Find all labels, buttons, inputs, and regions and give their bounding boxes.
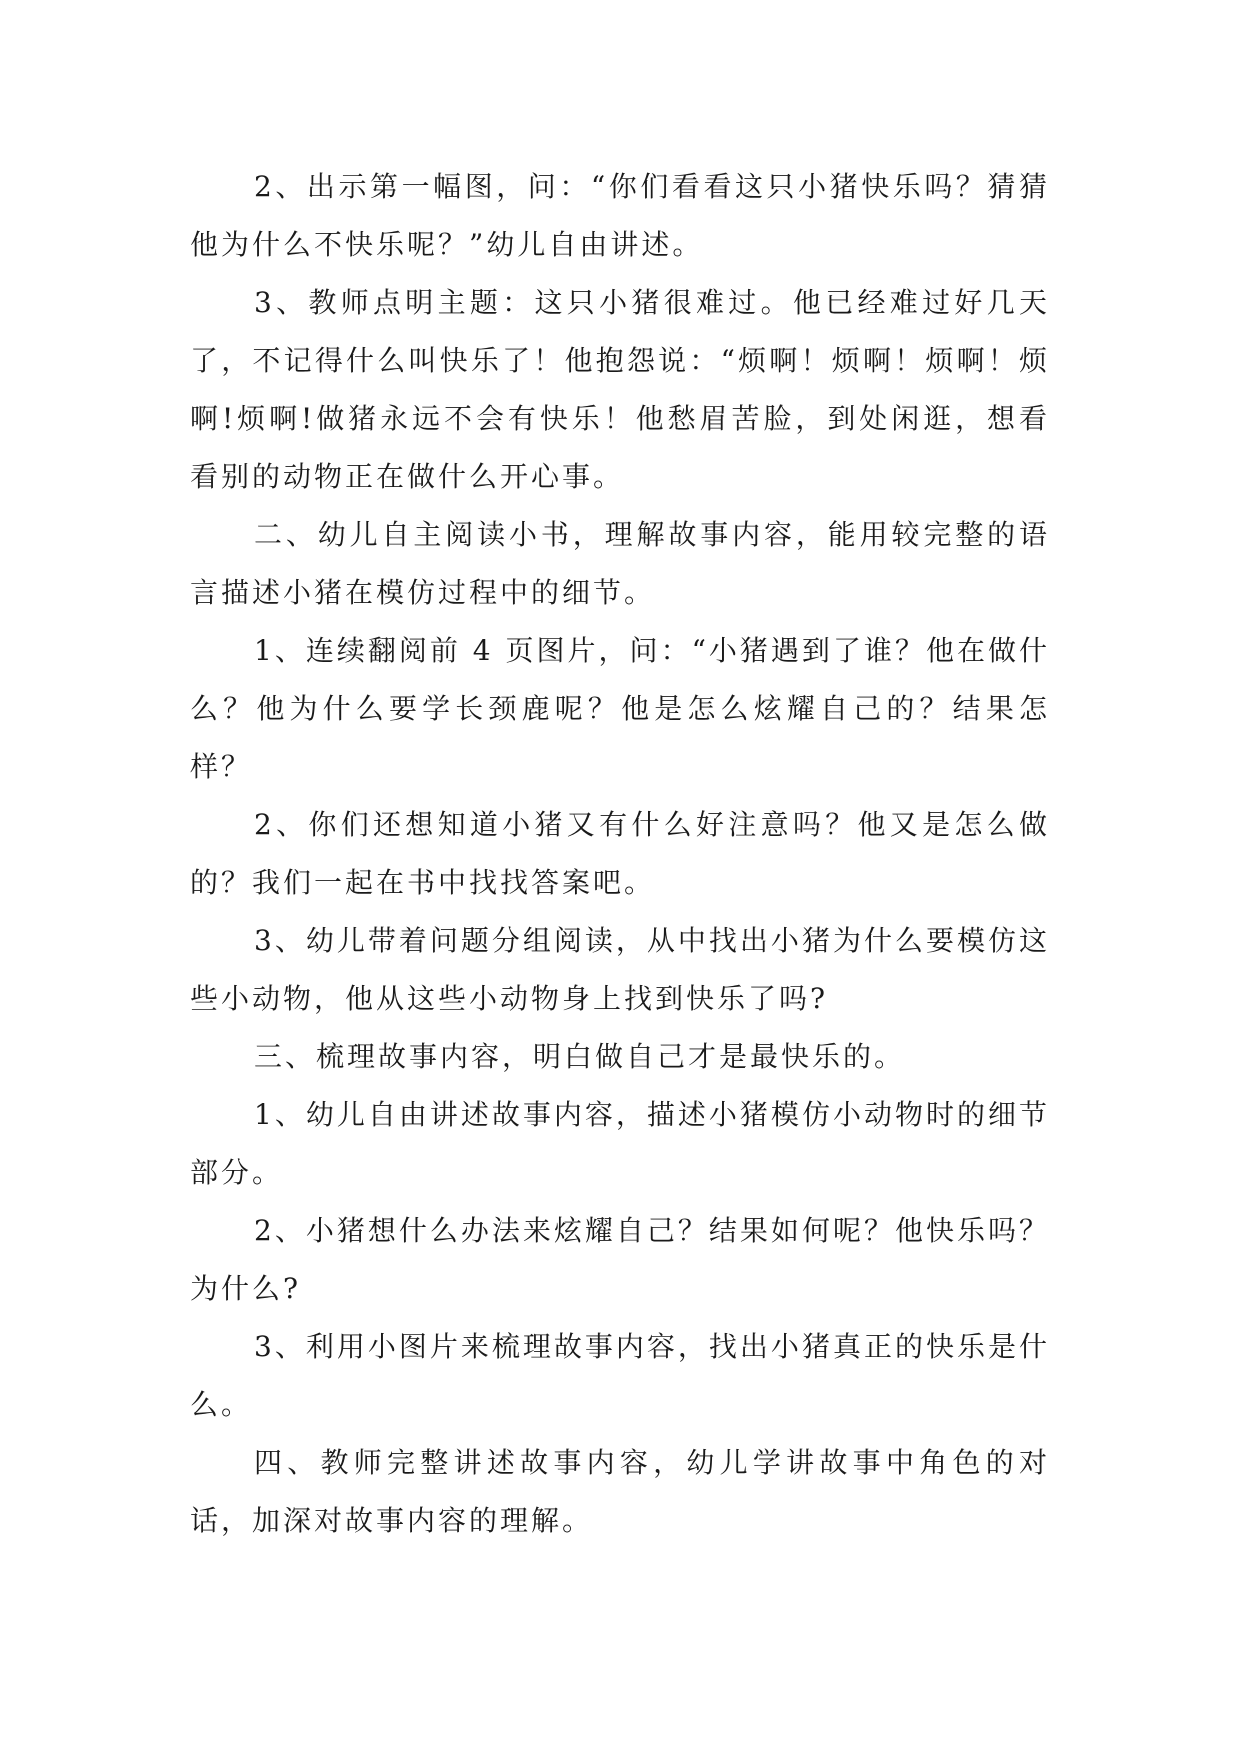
paragraph: 3、幼儿带着问题分组阅读，从中找出小猪为什么要模仿这些小动物，他从这些小动物身上找到快乐了吗? (190, 924, 1050, 1015)
paragraph: 2、小猪想什么办法来炫耀自己？结果如何呢？他快乐吗？为什么? (190, 1214, 1050, 1305)
document-body (190, 158, 1050, 1550)
paragraph: 三、梳理故事内容，明白做自己才是最快乐的。 (254, 1040, 906, 1073)
paragraph: 2、出示第一幅图，问：“你们看看这只小猪快乐吗？猜猜他为什么不快乐呢？”幼儿自由讲述。 (190, 170, 1050, 261)
paragraph: 2、你们还想知道小猪又有什么好注意吗？他又是怎么做的？我们一起在书中找找答案吧。 (190, 808, 1050, 899)
paragraph: 二、幼儿自主阅读小书，理解故事内容，能用较完整的语言描述小猪在模仿过程中的细节。 (190, 518, 1050, 609)
paragraph: 四、教师完整讲述故事内容，幼儿学讲故事中角色的对话，加深对故事内容的理解。 (190, 1446, 1050, 1537)
paragraph: 1、幼儿自由讲述故事内容，描述小猪模仿小动物时的细节部分。 (190, 1098, 1050, 1189)
paragraph: 3、利用小图片来梳理故事内容，找出小猪真正的快乐是什么。 (190, 1330, 1050, 1421)
paragraph: 1、连续翻阅前 4 页图片，问：“小猪遇到了谁？他在做什么？他为什么要学长颈鹿呢？他是怎么炫耀自己的？结果怎样？ (190, 634, 1050, 783)
paragraph: 3、教师点明主题：这只小猪很难过。他已经难过好几天了，不记得什么叫快乐了！他抱怨说：“烦啊！烦啊！烦啊！烦啊!烦啊!做猪永远不会有快乐！他愁眉苦脸，到处闲逛，想看看别的动物正在做什么开心事。 (190, 286, 1050, 493)
